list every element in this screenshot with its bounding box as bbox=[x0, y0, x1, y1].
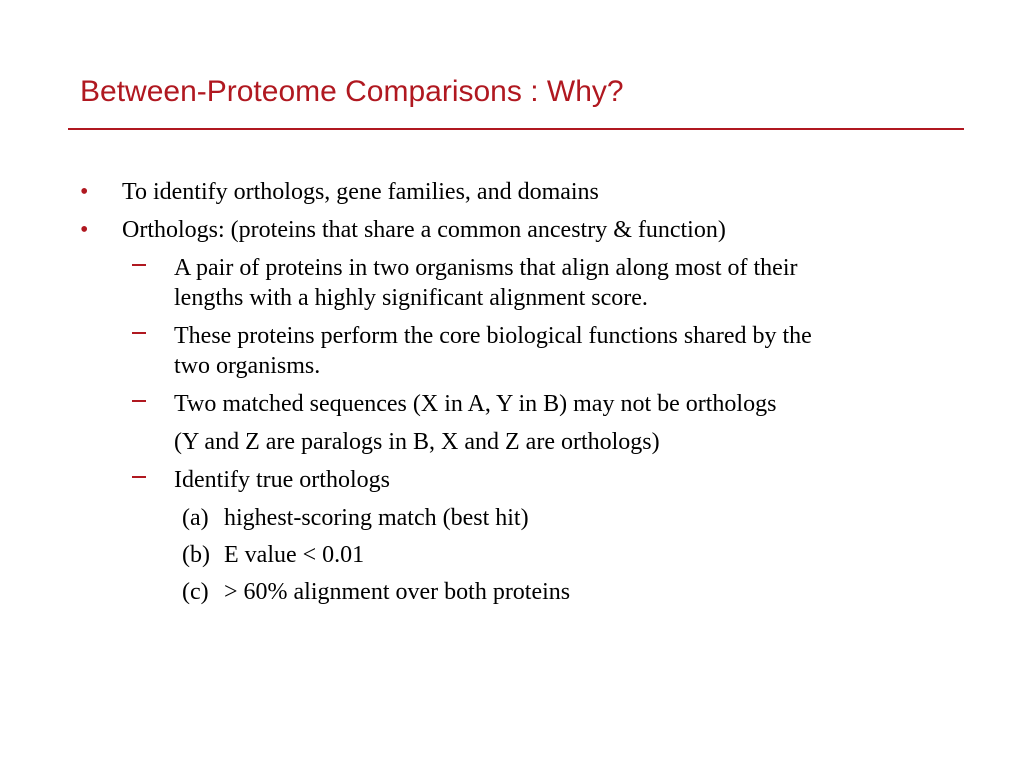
sub-item-3-continuation: (Y and Z are paralogs in B, X and Z are orthologs) bbox=[174, 429, 660, 455]
criterion-b-tag: (b) bbox=[182, 542, 210, 568]
criterion-c-text: > 60% alignment over both proteins bbox=[224, 579, 571, 605]
title-underline bbox=[68, 128, 964, 130]
sub-item-dash-2 bbox=[132, 332, 146, 334]
criterion-a-text: highest-scoring match (best hit) bbox=[224, 505, 529, 531]
criterion-a-tag: (a) bbox=[182, 505, 209, 531]
sub-item-2-line-2: two organisms. bbox=[174, 353, 321, 379]
sub-item-2-line-1: These proteins perform the core biological functions shared by the bbox=[174, 323, 812, 349]
sub-item-3-line-1: Two matched sequences (X in A, Y in B) may not be orthologs bbox=[174, 391, 777, 417]
sub-item-dash-3 bbox=[132, 400, 146, 402]
sub-item-1-line-1: A pair of proteins in two organisms that align along most of their bbox=[174, 255, 798, 281]
criterion-b-text: E value < 0.01 bbox=[224, 542, 365, 568]
sub-item-dash-4 bbox=[132, 476, 146, 478]
bullet-text-1: To identify orthologs, gene families, and domains bbox=[122, 179, 599, 205]
slide-title: Between-Proteome Comparisons : Why? bbox=[80, 75, 624, 108]
sub-item-dash-1 bbox=[132, 264, 146, 266]
criterion-c-tag: (c) bbox=[182, 579, 209, 605]
sub-item-1-line-2: lengths with a highly significant alignment score. bbox=[174, 285, 648, 311]
sub-item-4-line-1: Identify true orthologs bbox=[174, 467, 390, 493]
bullet-marker-1: • bbox=[80, 179, 89, 205]
bullet-text-2: Orthologs: (proteins that share a common ancestry & function) bbox=[122, 217, 726, 243]
bullet-marker-2: • bbox=[80, 217, 89, 243]
